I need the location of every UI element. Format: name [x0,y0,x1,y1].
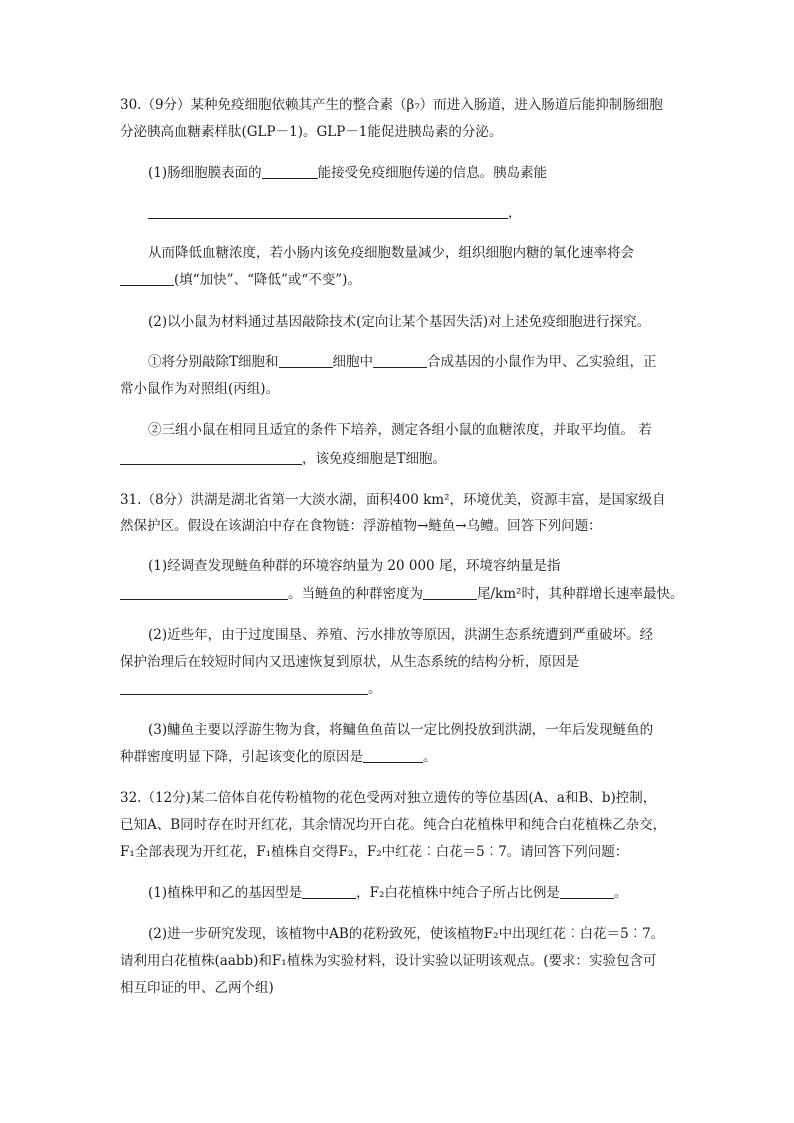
q32-stem-line1: 32.（12分)某二倍体自花传粉植物的花色受两对独立遗传的等位基因(A、a和B、b)控制， [120,790,657,806]
answer-blank[interactable] [120,585,288,600]
answer-blank[interactable] [120,450,302,465]
q30-part1-line3: 从而降低血糖浓度，若小肠内该免疫细胞数量减少，组织细胞内糖的氧化速率将会 [148,245,634,261]
q30-part2-step2-line2: ，该免疫细胞是T细胞。 [120,449,446,469]
q32-part2-line2: 请利用白花植株(aabb)和F₁植株为实验材料，设计实验以证明该观点。(要求：实验包含可 [120,953,657,969]
q32-stem-line2: 已知A、B同时存在时开红花，其余情况均开白花。纯合白花植株甲和纯合白花植株乙杂交， [120,817,667,833]
answer-blank[interactable] [423,585,477,600]
q30-stem-line1: 30.（9分）某种免疫细胞依赖其产生的整合素（β₇）而进入肠道，进入肠道后能抑制肠细胞 [120,97,663,113]
q31-part2-line1: (2)近些年，由于过度围垦、养殖、污水排放等原因，洪湖生态系统遭到严重破坏。经 [148,627,654,643]
q31-stem-line1: 31.（8分）洪湖是湖北省第一大淡水湖，面积400 km²，环境优美，资源丰富，是国家级自 [120,492,666,508]
answer-blank[interactable] [120,271,174,286]
q31-part2-line3: 。 [120,679,382,699]
answer-blank[interactable] [373,353,427,368]
answer-blank[interactable] [302,884,356,899]
q31-stem-line2: 然保护区。假设在该湖泊中存在食物链：浮游植物→鲢鱼→乌鳢。回答下列问题： [120,518,602,534]
q30-part2-step2-line1: ②三组小鼠在相同且适宜的条件下培养，测定各组小鼠的血糖浓度，并取平均值。 若 [148,422,652,438]
answer-blank[interactable] [279,353,333,368]
q30-part1-line2: ， [148,203,522,223]
answer-blank[interactable] [560,884,614,899]
answer-blank[interactable] [262,164,318,179]
q30-part2-intro: (2)以小鼠为材料通过基因敲除技术(定向让某个基因失活)对上述免疫细胞进行探究。 [148,314,651,330]
q31-part3-line1: (3)鳙鱼主要以浮游生物为食，将鳙鱼鱼苗以一定比例投放到洪湖，一年后发现鲢鱼的 [148,722,654,738]
q32-stem-line3: F₁全部表现为开红花，F₁植株自交得F₂，F₂中红花︰白花＝5︰7。请回答下列问题： [120,844,629,860]
q30-part2-step1-line2: 常小鼠作为对照组(丙组)。 [120,381,280,397]
q32-part2-line3: 相互印证的甲、乙两个组) [120,980,274,996]
q30-stem-line2: 分泌胰高血糖素样肽(GLP－1)。GLP－1能促进胰岛素的分泌。 [120,124,503,140]
answer-blank[interactable] [120,680,368,695]
answer-blank[interactable] [363,748,423,763]
q30-part1-line4: (填“加快”、“降低”或“不变”)。 [120,270,361,290]
q32-part2-line1: (2)进一步研究发现，该植物中AB的花粉致死，使该植物F₂中出现红花︰白花＝5︰7。 [148,926,665,942]
q31-part2-line2: 保护治理后在较短时间内又迅速恢复到原状，从生态系统的结构分析，原因是 [120,654,579,670]
q30-part2-step1-line1: ①将分别敲除T细胞和 细胞中 合成基因的小鼠作为甲、乙实验组，正 [148,354,657,370]
q31-part3-line2: 种群密度明显下降，引起该变化的原因是 。 [120,749,437,765]
q32-part1-line1: (1)植株甲和乙的基因型是 ，F₂白花植株中纯合子所占比例是 。 [148,885,628,901]
q30-part1-line1: (1)肠细胞膜表面的 能接受免疫细胞传递的信息。胰岛素能 [148,165,548,181]
q31-part1-line2: 。当鲢鱼的种群密度为 尾/km²时，其种群增长速率最快。 [120,584,683,604]
q31-part1-line1: (1)经调查发现鲢鱼种群的环境容纳量为 20 000 尾，环境容纳量是指 [148,558,561,574]
answer-blank[interactable] [148,204,508,219]
